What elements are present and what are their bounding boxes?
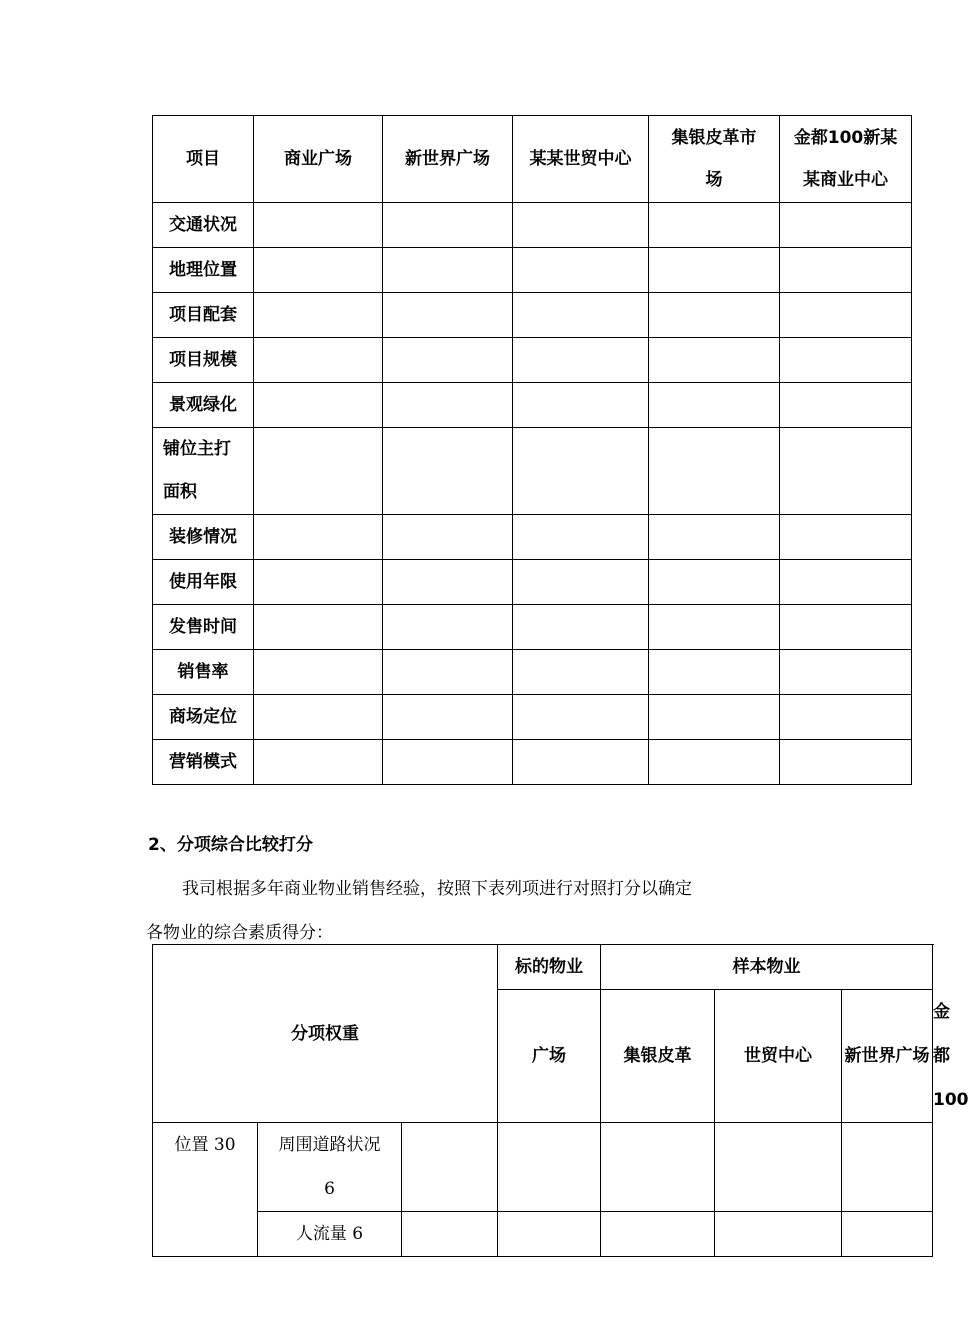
target-header: 标的物业 <box>498 945 601 990</box>
weight-header: 分项权重 <box>153 945 498 1123</box>
row-label: 商场定位 <box>153 695 254 740</box>
section-heading: 2、分项综合比较打分 <box>148 835 313 855</box>
sample-header: 样本物业 <box>601 945 933 990</box>
header-cell-shimao: 某某世贸中心 <box>513 116 649 203</box>
target-header-cont: 广场 <box>498 990 601 1123</box>
header-cell-item: 项目 <box>153 116 254 203</box>
scoring-table: 分项权重 标的物业 样本物业 广场 集银皮革 世贸中心 新世界广场 金都100 位置 30 周围道路状况 6 人流量 6 <box>152 944 933 1257</box>
sample-col-shimao: 世贸中心 <box>715 990 842 1123</box>
header-cell-shangye: 商业广场 <box>254 116 383 203</box>
row-label: 销售率 <box>153 650 254 695</box>
row-label: 交通状况 <box>153 203 254 248</box>
header-cell-xinshijie: 新世界广场 <box>383 116 513 203</box>
row-label: 发售时间 <box>153 605 254 650</box>
header-cell-jindu: 金都100新某 某商业中心 <box>780 116 912 203</box>
row-label: 装修情况 <box>153 515 254 560</box>
group-label: 位置 30 <box>153 1123 258 1257</box>
row-label: 铺位主打 面积 <box>153 428 254 515</box>
comparison-table <box>152 115 912 785</box>
row-label: 营销模式 <box>153 740 254 785</box>
row-label: 项目配套 <box>153 293 254 338</box>
row-label: 项目规模 <box>153 338 254 383</box>
sample-col-jiyin: 集银皮革 <box>601 990 715 1123</box>
row-label: 使用年限 <box>153 560 254 605</box>
paragraph-line: 各物业的综合素质得分： <box>146 923 333 943</box>
row-label: 地理位置 <box>153 248 254 293</box>
row-label: 景观绿化 <box>153 383 254 428</box>
paragraph-line: 我司根据多年商业物业销售经验，按照下表列项进行对照打分以确定 <box>182 879 692 899</box>
sub-item-label: 人流量 6 <box>258 1212 402 1257</box>
header-cell-jiyin: 集银皮革市 场 <box>649 116 780 203</box>
sample-col-xinshijie: 新世界广场 <box>842 990 933 1123</box>
sub-item-label: 周围道路状况 6 <box>258 1123 402 1212</box>
